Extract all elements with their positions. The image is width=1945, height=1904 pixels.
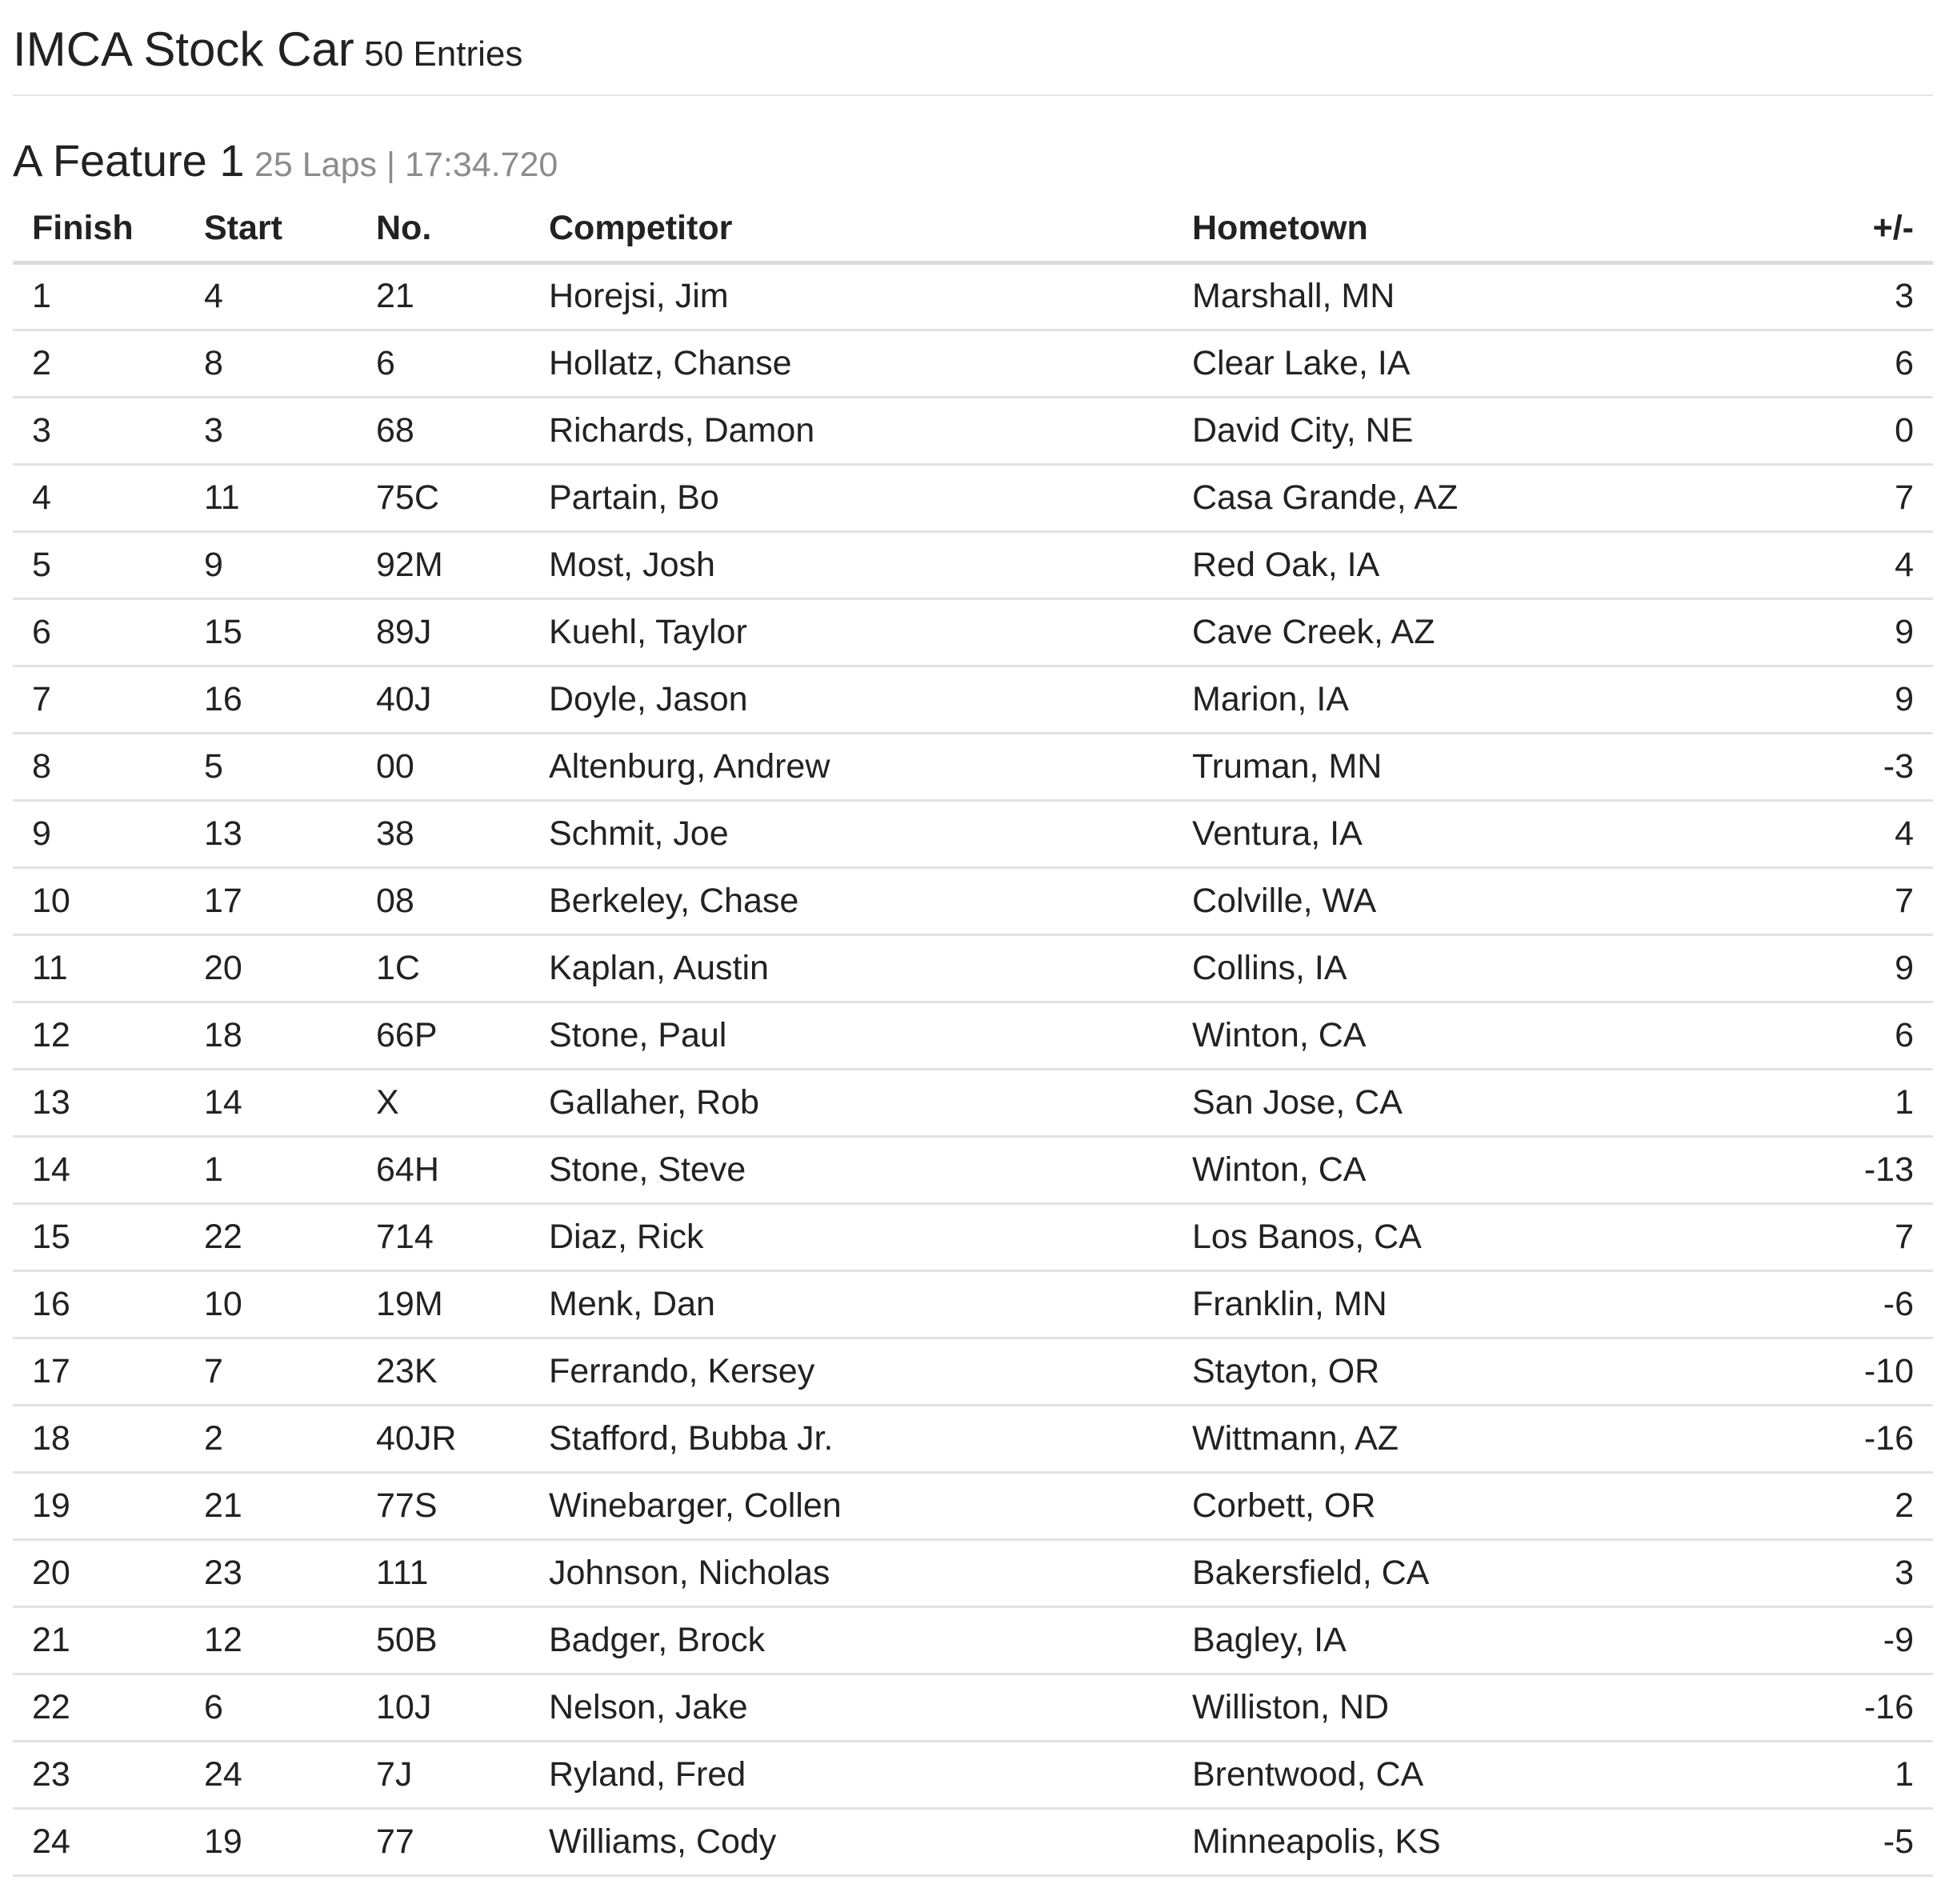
hometown-cell: Winton, CA [1173, 1136, 1813, 1203]
finish-cell: 12 [13, 1002, 185, 1069]
car-number-cell: 10J [357, 1674, 530, 1741]
table-row [13, 867, 1933, 934]
hometown-cell: Corbett, OR [1173, 1472, 1813, 1539]
table-row [13, 733, 1933, 800]
competitor-cell: Schmit, Joe [530, 800, 1173, 867]
hometown-cell: Stayton, OR [1173, 1338, 1813, 1405]
start-cell: 9 [185, 531, 357, 598]
table-row [13, 330, 1933, 397]
hometown-cell: Ventura, IA [1173, 800, 1813, 867]
race-meta: 25 Laps | 17:34.720 [254, 146, 558, 184]
finish-cell: 5 [13, 531, 185, 598]
hometown-cell: Wittmann, AZ [1173, 1405, 1813, 1472]
start-cell: 5 [185, 733, 357, 800]
competitor-cell: Ferrando, Kersey [530, 1338, 1173, 1405]
finish-cell: 4 [13, 464, 185, 531]
hometown-cell: Winton, CA [1173, 1002, 1813, 1069]
position-change-cell: 0 [1813, 397, 1933, 464]
car-number-cell: 1C [357, 934, 530, 1002]
competitor-cell: Stone, Paul [530, 1002, 1173, 1069]
table-row [13, 1203, 1933, 1270]
competitor-cell: Hollatz, Chanse [530, 330, 1173, 397]
table-row [13, 1069, 1933, 1136]
finish-cell: 1 [13, 262, 185, 330]
hometown-cell: Williston, ND [1173, 1674, 1813, 1741]
position-change-cell: -13 [1813, 1136, 1933, 1203]
position-change-cell: 4 [1813, 531, 1933, 598]
table-row [13, 598, 1933, 666]
finish-cell: 20 [13, 1539, 185, 1606]
start-cell: 18 [185, 1002, 357, 1069]
hometown-cell: San Jose, CA [1173, 1069, 1813, 1136]
finish-cell: 7 [13, 666, 185, 733]
start-cell: 12 [185, 1606, 357, 1674]
column-header-no: No. [357, 197, 530, 262]
class-header [13, 18, 1933, 96]
start-cell: 10 [185, 1270, 357, 1338]
hometown-cell: Franklin, MN [1173, 1270, 1813, 1338]
competitor-cell: Stone, Steve [530, 1136, 1173, 1203]
car-number-cell: 00 [357, 733, 530, 800]
finish-cell: 17 [13, 1338, 185, 1405]
start-cell: 21 [185, 1472, 357, 1539]
hometown-cell: Bagley, IA [1173, 1606, 1813, 1674]
table-header-row [13, 197, 1933, 262]
hometown-cell: Los Banos, CA [1173, 1203, 1813, 1270]
car-number-cell: 64H [357, 1136, 530, 1203]
competitor-cell: Williams, Cody [530, 1808, 1173, 1875]
car-number-cell: 23K [357, 1338, 530, 1405]
start-cell: 8 [185, 330, 357, 397]
finish-cell: 15 [13, 1203, 185, 1270]
start-cell: 2 [185, 1405, 357, 1472]
results-body [13, 262, 1933, 1875]
start-cell: 11 [185, 464, 357, 531]
class-title: IMCA Stock Car [13, 22, 354, 76]
position-change-cell: -3 [1813, 733, 1933, 800]
start-cell: 22 [185, 1203, 357, 1270]
hometown-cell: Marion, IA [1173, 666, 1813, 733]
car-number-cell: 19M [357, 1270, 530, 1338]
finish-cell: 19 [13, 1472, 185, 1539]
hometown-cell: Collins, IA [1173, 934, 1813, 1002]
competitor-cell: Altenburg, Andrew [530, 733, 1173, 800]
competitor-cell: Berkeley, Chase [530, 867, 1173, 934]
position-change-cell: -16 [1813, 1674, 1933, 1741]
table-row [13, 262, 1933, 330]
finish-cell: 16 [13, 1270, 185, 1338]
table-row [13, 531, 1933, 598]
table-row [13, 800, 1933, 867]
results-table [13, 197, 1933, 1877]
finish-cell: 11 [13, 934, 185, 1002]
competitor-cell: Horejsi, Jim [530, 262, 1173, 330]
competitor-cell: Johnson, Nicholas [530, 1539, 1173, 1606]
table-row [13, 1808, 1933, 1875]
hometown-cell: Red Oak, IA [1173, 531, 1813, 598]
start-cell: 7 [185, 1338, 357, 1405]
competitor-cell: Nelson, Jake [530, 1674, 1173, 1741]
competitor-cell: Gallaher, Rob [530, 1069, 1173, 1136]
finish-cell: 3 [13, 397, 185, 464]
start-cell: 17 [185, 867, 357, 934]
car-number-cell: 50B [357, 1606, 530, 1674]
column-header-competitor: Competitor [530, 197, 1173, 262]
position-change-cell: 6 [1813, 330, 1933, 397]
finish-cell: 23 [13, 1741, 185, 1808]
car-number-cell: 68 [357, 397, 530, 464]
position-change-cell: 1 [1813, 1741, 1933, 1808]
finish-cell: 10 [13, 867, 185, 934]
hometown-cell: Marshall, MN [1173, 262, 1813, 330]
start-cell: 16 [185, 666, 357, 733]
start-cell: 19 [185, 1808, 357, 1875]
position-change-cell: -9 [1813, 1606, 1933, 1674]
position-change-cell: 9 [1813, 598, 1933, 666]
finish-cell: 24 [13, 1808, 185, 1875]
hometown-cell: Truman, MN [1173, 733, 1813, 800]
column-header-start: Start [185, 197, 357, 262]
competitor-cell: Menk, Dan [530, 1270, 1173, 1338]
car-number-cell: 89J [357, 598, 530, 666]
car-number-cell: 21 [357, 262, 530, 330]
start-cell: 15 [185, 598, 357, 666]
finish-cell: 2 [13, 330, 185, 397]
table-row [13, 1674, 1933, 1741]
finish-cell: 18 [13, 1405, 185, 1472]
car-number-cell: 6 [357, 330, 530, 397]
car-number-cell: 77 [357, 1808, 530, 1875]
car-number-cell: 7J [357, 1741, 530, 1808]
competitor-cell: Stafford, Bubba Jr. [530, 1405, 1173, 1472]
table-row [13, 1539, 1933, 1606]
position-change-cell: 7 [1813, 464, 1933, 531]
car-number-cell: X [357, 1069, 530, 1136]
hometown-cell: Casa Grande, AZ [1173, 464, 1813, 531]
table-row [13, 397, 1933, 464]
competitor-cell: Ryland, Fred [530, 1741, 1173, 1808]
finish-cell: 14 [13, 1136, 185, 1203]
table-row [13, 1002, 1933, 1069]
finish-cell: 21 [13, 1606, 185, 1674]
hometown-cell: David City, NE [1173, 397, 1813, 464]
start-cell: 13 [185, 800, 357, 867]
table-row [13, 1405, 1933, 1472]
finish-cell: 8 [13, 733, 185, 800]
position-change-cell: 4 [1813, 800, 1933, 867]
competitor-cell: Badger, Brock [530, 1606, 1173, 1674]
competitor-cell: Richards, Damon [530, 397, 1173, 464]
car-number-cell: 66P [357, 1002, 530, 1069]
finish-cell: 13 [13, 1069, 185, 1136]
finish-cell: 9 [13, 800, 185, 867]
table-row [13, 934, 1933, 1002]
table-row [13, 1741, 1933, 1808]
hometown-cell: Clear Lake, IA [1173, 330, 1813, 397]
position-change-cell: -10 [1813, 1338, 1933, 1405]
table-row [13, 1472, 1933, 1539]
entries-count: 50 Entries [364, 34, 523, 74]
position-change-cell: -6 [1813, 1270, 1933, 1338]
car-number-cell: 40J [357, 666, 530, 733]
position-change-cell: 3 [1813, 262, 1933, 330]
car-number-cell: 714 [357, 1203, 530, 1270]
table-row [13, 1338, 1933, 1405]
position-change-cell: 2 [1813, 1472, 1933, 1539]
race-header [13, 133, 558, 201]
competitor-cell: Kaplan, Austin [530, 934, 1173, 1002]
start-cell: 14 [185, 1069, 357, 1136]
column-header-finish: Finish [13, 197, 185, 262]
finish-cell: 22 [13, 1674, 185, 1741]
competitor-cell: Kuehl, Taylor [530, 598, 1173, 666]
position-change-cell: 7 [1813, 867, 1933, 934]
position-change-cell: 1 [1813, 1069, 1933, 1136]
competitor-cell: Winebarger, Collen [530, 1472, 1173, 1539]
column-header-hometown: Hometown [1173, 197, 1813, 262]
car-number-cell: 111 [357, 1539, 530, 1606]
position-change-cell: -5 [1813, 1808, 1933, 1875]
hometown-cell: Brentwood, CA [1173, 1741, 1813, 1808]
position-change-cell: 9 [1813, 934, 1933, 1002]
table-row [13, 464, 1933, 531]
car-number-cell: 08 [357, 867, 530, 934]
position-change-cell: -16 [1813, 1405, 1933, 1472]
hometown-cell: Bakersfield, CA [1173, 1539, 1813, 1606]
car-number-cell: 92M [357, 531, 530, 598]
table-row [13, 1136, 1933, 1203]
hometown-cell: Cave Creek, AZ [1173, 598, 1813, 666]
start-cell: 20 [185, 934, 357, 1002]
position-change-cell: 6 [1813, 1002, 1933, 1069]
car-number-cell: 77S [357, 1472, 530, 1539]
start-cell: 3 [185, 397, 357, 464]
table-row [13, 666, 1933, 733]
competitor-cell: Most, Josh [530, 531, 1173, 598]
hometown-cell: Colville, WA [1173, 867, 1813, 934]
start-cell: 23 [185, 1539, 357, 1606]
hometown-cell: Minneapolis, KS [1173, 1808, 1813, 1875]
position-change-cell: 9 [1813, 666, 1933, 733]
car-number-cell: 75C [357, 464, 530, 531]
start-cell: 6 [185, 1674, 357, 1741]
start-cell: 24 [185, 1741, 357, 1808]
car-number-cell: 40JR [357, 1405, 530, 1472]
competitor-cell: Diaz, Rick [530, 1203, 1173, 1270]
race-name: A Feature 1 [13, 135, 245, 186]
position-change-cell: 3 [1813, 1539, 1933, 1606]
start-cell: 1 [185, 1136, 357, 1203]
table-row [13, 1270, 1933, 1338]
competitor-cell: Doyle, Jason [530, 666, 1173, 733]
position-change-cell: 7 [1813, 1203, 1933, 1270]
table-row [13, 1606, 1933, 1674]
column-header-diff: +/- [1813, 197, 1933, 262]
competitor-cell: Partain, Bo [530, 464, 1173, 531]
car-number-cell: 38 [357, 800, 530, 867]
finish-cell: 6 [13, 598, 185, 666]
start-cell: 4 [185, 262, 357, 330]
